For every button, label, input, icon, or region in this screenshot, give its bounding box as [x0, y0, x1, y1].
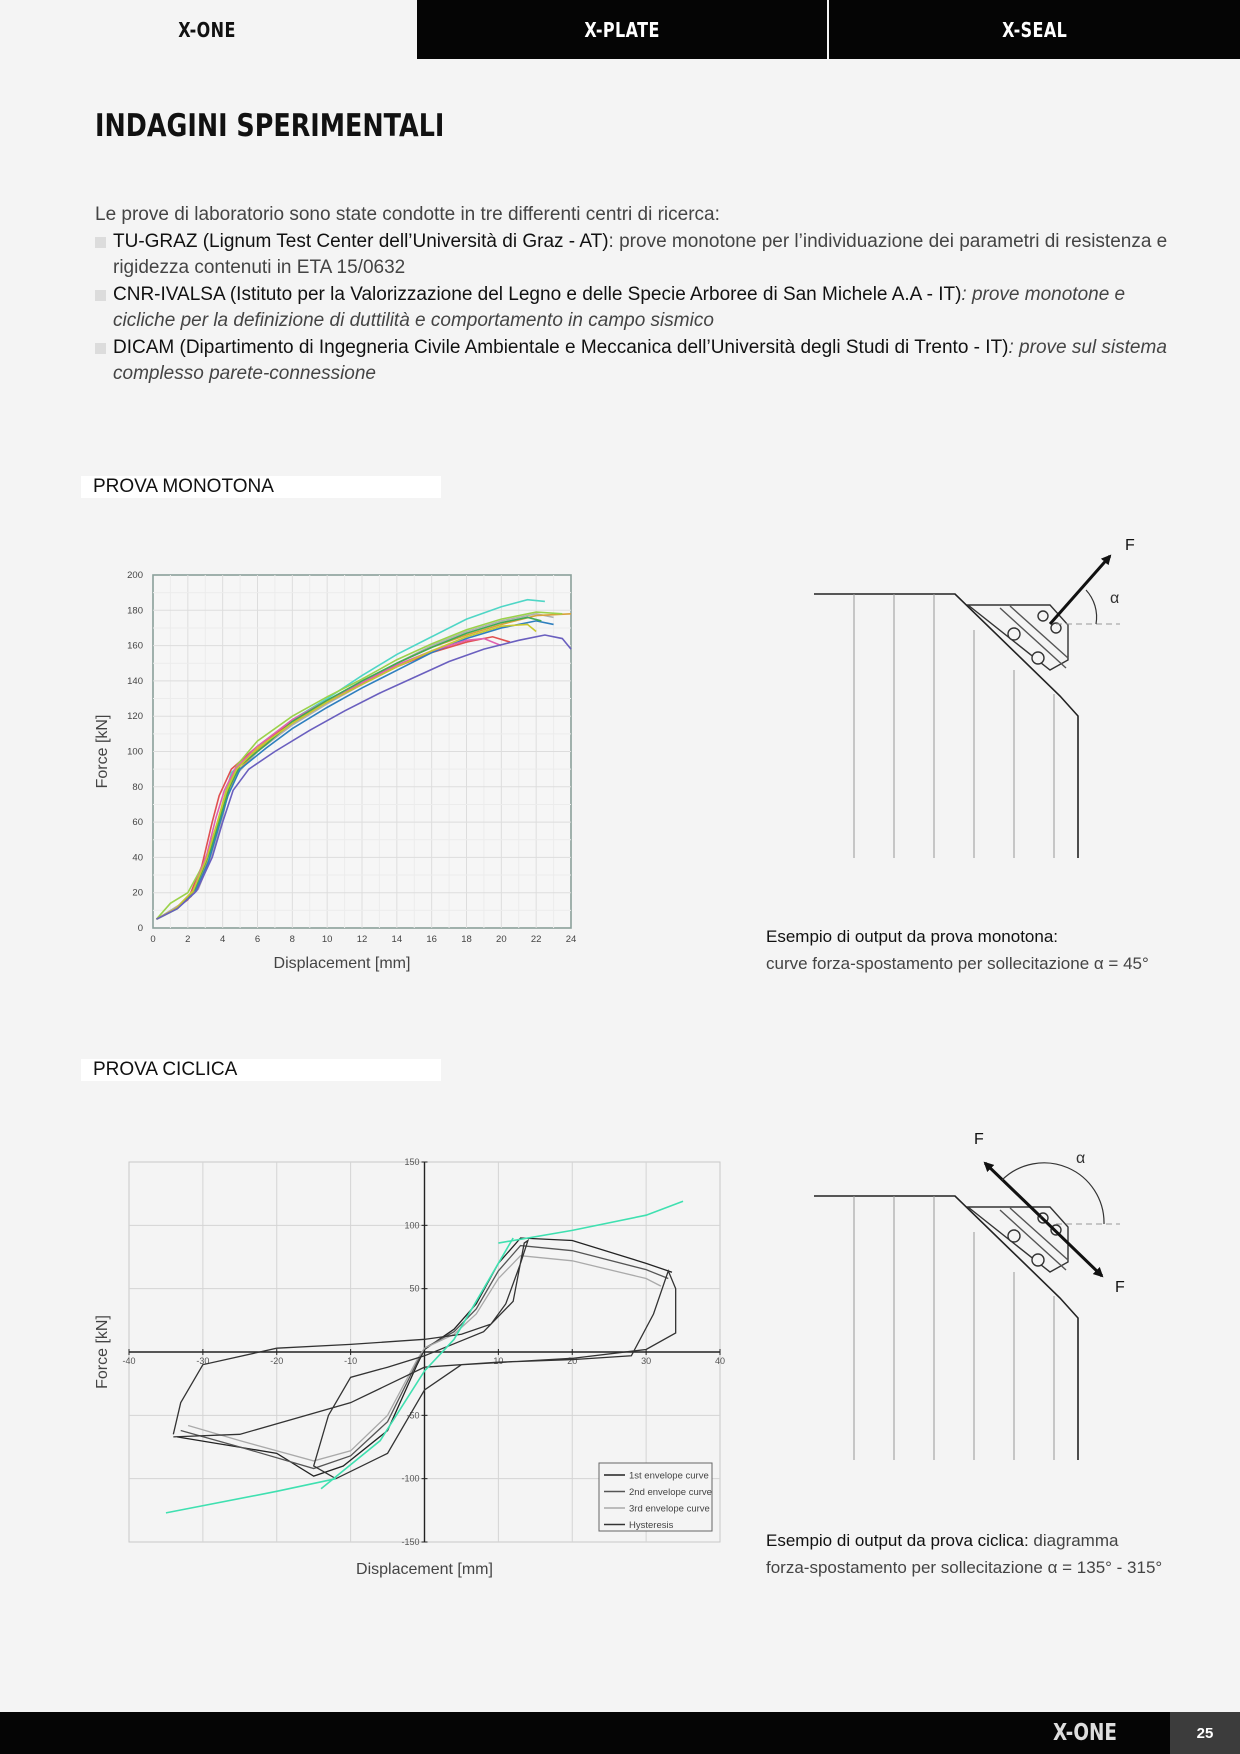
monotonic-label: PROVA MONOTONA	[81, 476, 441, 498]
caption-text: curve forza-spostamento per sollecitazione α = 45°	[766, 954, 1149, 973]
cyclic-diagram	[810, 1132, 1140, 1462]
y-tick-label: 100	[404, 1220, 420, 1231]
y-tick-label: 40	[132, 852, 143, 864]
x-axis-label: Displacement [mm]	[356, 1561, 493, 1578]
y-tick-label: 80	[132, 781, 143, 793]
cyclic-caption: Esempio di output da prova ciclica: diagramma forza-spostamento per sollecitazione α = 135° - 315°	[766, 1527, 1216, 1581]
x-tick-label: -20	[270, 1356, 284, 1366]
y-tick-label: 20	[132, 887, 143, 899]
caption-text: forza-spostamento per sollecitazione α = 135° - 315°	[766, 1558, 1163, 1577]
y-axis-label: Force [kN]	[94, 714, 111, 789]
legend-label: 2nd envelope curve	[629, 1487, 712, 1498]
tab-x-seal[interactable]: X-SEAL	[827, 0, 1240, 59]
x-tick-label: 0	[150, 934, 156, 945]
legend-label: 3rd envelope curve	[629, 1503, 710, 1515]
y-tick-label: -150	[401, 1537, 420, 1547]
y-tick-label: 150	[404, 1157, 420, 1167]
x-tick-label: 24	[565, 934, 577, 945]
footer-title: X-ONE	[1053, 1720, 1117, 1746]
cyclic-chart	[90, 1150, 740, 1580]
x-tick-label: 22	[530, 934, 542, 945]
x-tick-label: -30	[196, 1356, 210, 1366]
angle-arc	[1086, 590, 1097, 624]
x-axis-label: Displacement [mm]	[273, 955, 411, 972]
x-tick-label: 40	[714, 1356, 726, 1366]
y-tick-label: 160	[127, 640, 143, 652]
angle-bracket	[968, 605, 1068, 670]
x-tick-label: 16	[426, 934, 437, 945]
legend-label: Hysteresis	[629, 1520, 674, 1531]
x-tick-label: 2	[185, 934, 191, 945]
force-label: F	[1125, 537, 1135, 554]
list-item: CNR-IVALSA (Istituto per la Valorizzazione del Legno e delle Specie Arboree di San Michele A.A - IT): prove monotone e cicliche per la definizione di duttilità e comportamento in campo sismico	[95, 282, 1175, 335]
intro-lead: Le prove di laboratorio sono state condotte in tre differenti centri di ricerca:	[95, 204, 720, 225]
bullet-icon	[95, 290, 106, 301]
page-footer	[0, 1712, 1240, 1754]
page-number: 25	[1170, 1712, 1240, 1754]
tab-x-one[interactable]: X-ONE	[0, 0, 415, 59]
x-tick-label: 18	[461, 934, 472, 945]
x-tick-label: 14	[391, 934, 403, 945]
x-tick-label: 10	[493, 1356, 504, 1366]
cyclic-label: PROVA CICLICA	[81, 1059, 441, 1081]
x-tick-label: 20	[496, 934, 507, 945]
y-tick-label: -100	[401, 1473, 420, 1484]
y-tick-label: 100	[127, 746, 143, 758]
bullet-icon	[95, 237, 106, 248]
y-tick-label: -50	[406, 1410, 420, 1421]
product-tabs	[0, 0, 1240, 59]
legend-label: 1st envelope curve	[629, 1470, 709, 1482]
y-tick-label: 50	[409, 1283, 420, 1294]
x-tick-label: 6	[254, 934, 261, 945]
page-title: INDAGINI SPERIMENTALI	[95, 108, 445, 144]
x-tick-label: 10	[321, 934, 333, 945]
y-tick-label: 140	[127, 675, 143, 687]
list-item: DICAM (Dipartimento di Ingegneria Civile Ambientale e Meccanica dell’Università degli Studi di Trento - IT): prove sul sistema complesso parete-connessione	[95, 335, 1175, 388]
x-tick-label: 12	[356, 934, 368, 945]
y-tick-label: 200	[127, 570, 143, 581]
caption-title: Esempio di output da prova ciclica:	[766, 1531, 1029, 1550]
force-label-bottom: F	[1115, 1279, 1125, 1296]
angle-label: α	[1110, 590, 1120, 607]
x-tick-label: 8	[289, 934, 295, 945]
bullet-icon	[95, 343, 106, 354]
x-tick-label: -10	[344, 1356, 358, 1366]
angle-label: α	[1076, 1150, 1086, 1167]
x-tick-label: 4	[220, 934, 226, 945]
intro-text	[95, 202, 1175, 388]
y-axis-label: Force [kN]	[94, 1315, 111, 1389]
y-tick-label: 120	[127, 711, 143, 723]
force-arrow	[1050, 556, 1110, 624]
x-tick-label: 20	[567, 1356, 578, 1366]
research-centers-list	[95, 229, 1175, 388]
y-tick-label: 0	[137, 923, 143, 934]
x-tick-label: -40	[122, 1356, 136, 1366]
y-tick-label: 180	[127, 605, 143, 617]
tab-x-plate[interactable]: X-PLATE	[415, 0, 828, 59]
list-item: TU-GRAZ (Lignum Test Center dell’Università di Graz - AT): prove monotone per l’individuazione dei parametri di resistenza e rigidezza contenuti in ETA 15/0632	[95, 229, 1175, 282]
monotonic-caption	[766, 923, 1216, 977]
x-tick-label: 30	[641, 1356, 652, 1366]
force-label-top: F	[974, 1132, 984, 1148]
caption-title: Esempio di output da prova monotona:	[766, 927, 1059, 946]
y-tick-label: 60	[132, 817, 143, 829]
monotonic-chart	[90, 560, 610, 990]
monotonic-diagram	[810, 530, 1140, 860]
